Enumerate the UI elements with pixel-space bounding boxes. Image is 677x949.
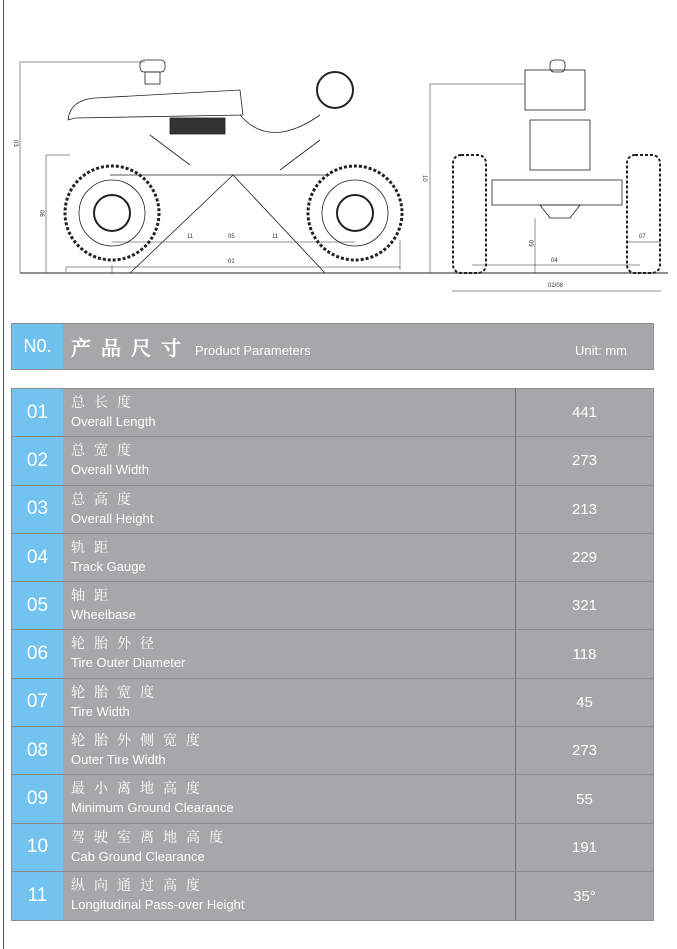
row-value: 273 bbox=[571, 742, 598, 760]
dim-label-tire-diameter: 06 bbox=[38, 210, 44, 217]
dim-label-overall-width: 02/08 bbox=[548, 283, 564, 289]
row-name bbox=[63, 389, 516, 436]
row-name bbox=[63, 437, 516, 484]
table-row bbox=[12, 727, 653, 775]
row-name-en: Tire Width bbox=[71, 703, 130, 719]
row-name bbox=[63, 582, 516, 629]
table-row bbox=[12, 824, 653, 872]
table-row bbox=[12, 630, 653, 678]
row-value: 441 bbox=[571, 404, 598, 422]
side-view-tractor bbox=[65, 60, 402, 273]
table-row bbox=[12, 437, 653, 485]
row-value: 55 bbox=[576, 790, 593, 808]
row-name-en: Overall Height bbox=[71, 510, 154, 526]
row-name-cn: 轮胎外侧宽度 bbox=[71, 732, 209, 749]
dim-label-overall-length: 01 bbox=[228, 259, 235, 265]
header-title-cn: 产品尺寸 bbox=[71, 338, 191, 360]
row-value: 45 bbox=[576, 693, 593, 711]
table-row bbox=[12, 534, 653, 582]
table-row bbox=[12, 389, 653, 437]
row-name-en: Overall Length bbox=[71, 414, 156, 429]
row-name-en: Longitudinal Pass-over Height bbox=[71, 896, 245, 912]
dim-label-tire-width: 07 bbox=[639, 234, 646, 240]
dim-label-angle-front: 11 bbox=[187, 234, 194, 240]
row-value: 118 bbox=[572, 645, 597, 663]
row-number: 06 bbox=[12, 630, 63, 677]
row-name-en: Tire Outer Diameter bbox=[71, 655, 186, 671]
row-name bbox=[63, 630, 516, 677]
row-name-en: Cab Ground Clearance bbox=[71, 848, 205, 864]
table-row bbox=[12, 486, 653, 534]
row-name-cn: 轮胎外径 bbox=[71, 635, 163, 652]
row-name-en: Wheelbase bbox=[71, 607, 137, 623]
dim-label-angle-rear: 11 bbox=[272, 234, 279, 240]
row-number: 08 bbox=[12, 727, 63, 774]
row-number: 07 bbox=[12, 679, 63, 726]
row-number: 02 bbox=[12, 437, 63, 484]
dim-label-overall-height: 03 bbox=[12, 140, 18, 147]
row-name-en: Minimum Ground Clearance bbox=[71, 800, 234, 816]
row-name-cn: 驾驶室离地高度 bbox=[71, 828, 232, 845]
row-name-cn: 最小离地高度 bbox=[71, 780, 209, 797]
dim-label-wheelbase: 05 bbox=[228, 234, 235, 240]
row-number: 01 bbox=[12, 389, 63, 436]
row-name bbox=[63, 727, 516, 774]
row-name-cn: 轮胎宽度 bbox=[71, 683, 163, 700]
table-row bbox=[12, 679, 653, 727]
header-no: N0. bbox=[12, 324, 63, 369]
dimension-drawing bbox=[0, 40, 677, 300]
dimension-lines bbox=[20, 62, 661, 291]
row-name-cn: 总长度 bbox=[71, 394, 140, 410]
row-name bbox=[63, 775, 516, 822]
table-header bbox=[11, 323, 654, 370]
row-name-cn: 纵向通过高度 bbox=[71, 876, 209, 893]
table-row bbox=[12, 775, 653, 823]
row-name-en: Overall Width bbox=[71, 462, 150, 478]
row-name-cn: 轴距 bbox=[71, 587, 117, 604]
row-name bbox=[63, 534, 516, 581]
table-row bbox=[12, 582, 653, 630]
row-number: 05 bbox=[12, 582, 63, 629]
dim-label-cab-clearance: 10 bbox=[421, 175, 427, 182]
front-view-tractor bbox=[453, 60, 660, 273]
row-name bbox=[63, 824, 516, 871]
row-value: 35° bbox=[573, 887, 596, 905]
row-value: 213 bbox=[571, 500, 598, 518]
row-value: 229 bbox=[571, 549, 598, 567]
dim-label-ground-clearance: 09 bbox=[527, 240, 533, 247]
row-number: 10 bbox=[12, 824, 63, 871]
row-name-en: Track Gauge bbox=[71, 558, 146, 574]
row-value: 273 bbox=[571, 452, 598, 470]
table-row bbox=[12, 872, 653, 920]
row-number: 03 bbox=[12, 486, 63, 533]
row-name bbox=[63, 486, 516, 533]
row-name-en: Outer Tire Width bbox=[71, 752, 166, 768]
row-value: 191 bbox=[571, 838, 598, 856]
row-number: 09 bbox=[12, 775, 63, 822]
header-unit: Unit: mm bbox=[575, 343, 627, 358]
dim-label-track-gauge: 04 bbox=[551, 258, 558, 264]
parameters-table bbox=[11, 388, 654, 921]
row-name bbox=[63, 872, 516, 920]
row-value: 321 bbox=[571, 597, 598, 615]
row-name bbox=[63, 679, 516, 726]
row-number: 04 bbox=[12, 534, 63, 581]
row-name-cn: 总宽度 bbox=[71, 442, 140, 459]
row-name-cn: 总高度 bbox=[71, 490, 140, 507]
header-title-en: Product Parameters bbox=[195, 343, 311, 358]
row-name-cn: 轨距 bbox=[71, 538, 117, 555]
row-number: 11 bbox=[12, 872, 63, 920]
